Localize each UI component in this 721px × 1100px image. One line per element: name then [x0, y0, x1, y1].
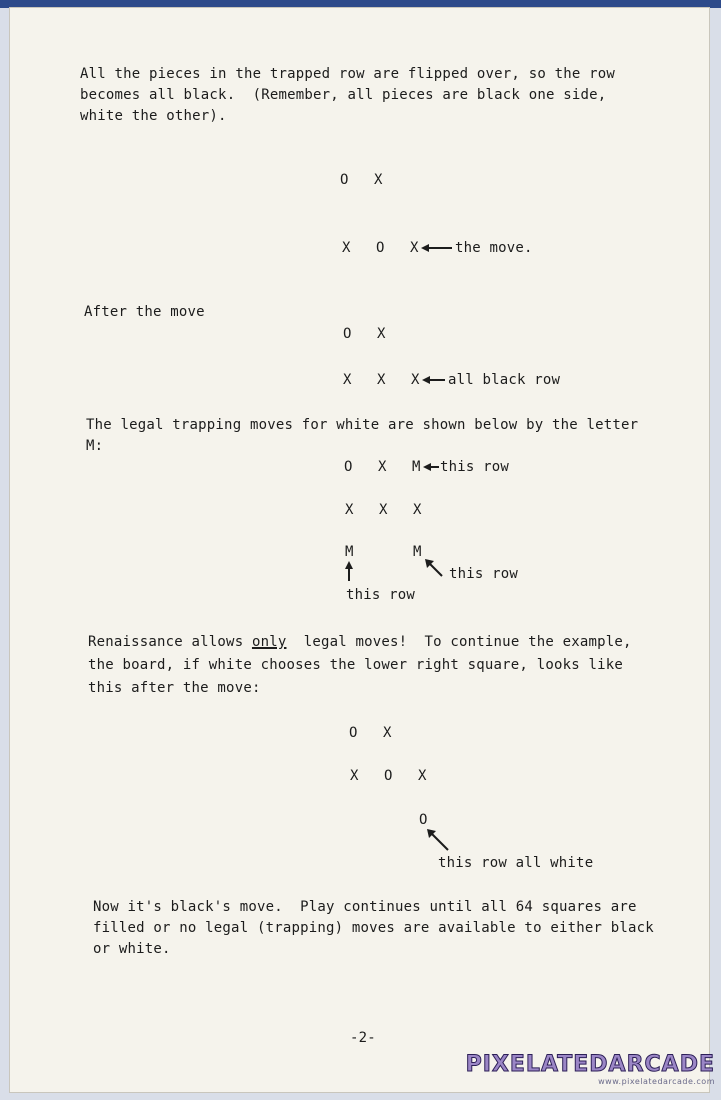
d3-r3-c1: M — [345, 544, 354, 560]
d3-right-label: this row — [449, 566, 519, 582]
d1-r2-c2: O — [376, 240, 385, 256]
d4-r2-c2: O — [384, 768, 393, 784]
left-arrow-icon — [420, 242, 454, 254]
conclusion-line-1: Now it's black's move. Play continues until all 64 squares are — [93, 899, 637, 915]
d1-r2-c1: X — [342, 240, 351, 256]
d3-r2-c1: X — [345, 502, 354, 518]
d4-r2-c1: X — [350, 768, 359, 784]
intro-line-1: All the pieces in the trapped row are flipped over, so the row — [80, 66, 615, 82]
d4-r3-c3: O — [419, 812, 428, 828]
renaissance-line-1: Renaissance allows only legal moves! To continue the example, — [88, 634, 632, 650]
left-arrow-icon — [422, 461, 440, 473]
d3-row1-label: this row — [440, 459, 510, 475]
d3-left-label: this row — [346, 587, 416, 603]
page-number: -2- — [350, 1030, 376, 1046]
watermark — [466, 1052, 715, 1086]
intro-line-2: becomes all black. (Remember, all pieces are black one side, — [80, 87, 607, 103]
intro-line-3: white the other). — [80, 108, 227, 124]
d2-r1-c1: O — [343, 326, 352, 342]
d4-r1-c1: O — [349, 725, 358, 741]
watermark-logo: PIXELATEDARCADE — [465, 1052, 715, 1077]
d2-r1-c2: X — [377, 326, 386, 342]
d2-r2-c2: X — [377, 372, 386, 388]
diagonal-arrow-icon — [426, 828, 450, 852]
d1-r1-c1: O — [340, 172, 349, 188]
d3-r2-c2: X — [379, 502, 388, 518]
d3-r2-c3: X — [413, 502, 422, 518]
d2-r2-c1: X — [343, 372, 352, 388]
d3-r1-c2: X — [378, 459, 387, 475]
scan-border — [0, 0, 721, 8]
d4-r1-c2: X — [383, 725, 392, 741]
conclusion-line-3: or white. — [93, 941, 171, 957]
d3-r3-c3: M — [413, 544, 422, 560]
after-move-heading: After the move — [84, 304, 205, 320]
watermark-url: www.pixelatedarcade.com — [598, 1077, 715, 1086]
d2-r2-c3: X — [411, 372, 420, 388]
emphasis-only: only — [251, 634, 287, 650]
diagonal-arrow-icon — [424, 558, 444, 578]
d3-r1-c3: M — [412, 459, 421, 475]
d1-label: the move. — [455, 240, 533, 256]
d4-r2-c3: X — [418, 768, 427, 784]
conclusion-line-2: filled or no legal (trapping) moves are available to either black — [93, 920, 654, 936]
legal-line-2: M: — [86, 438, 104, 454]
d1-r1-c2: X — [374, 172, 383, 188]
legal-line-1: The legal trapping moves for white are shown below by the letter — [86, 417, 639, 433]
d1-r2-c3: X — [410, 240, 419, 256]
up-arrow-icon — [344, 560, 354, 582]
left-arrow-icon — [421, 374, 447, 386]
d4-label: this row all white — [438, 855, 594, 871]
d3-r1-c1: O — [344, 459, 353, 475]
renaissance-line-2: the board, if white chooses the lower right square, looks like — [88, 657, 623, 673]
renaissance-line-3: this after the move: — [88, 680, 261, 696]
d2-label: all black row — [448, 372, 561, 388]
